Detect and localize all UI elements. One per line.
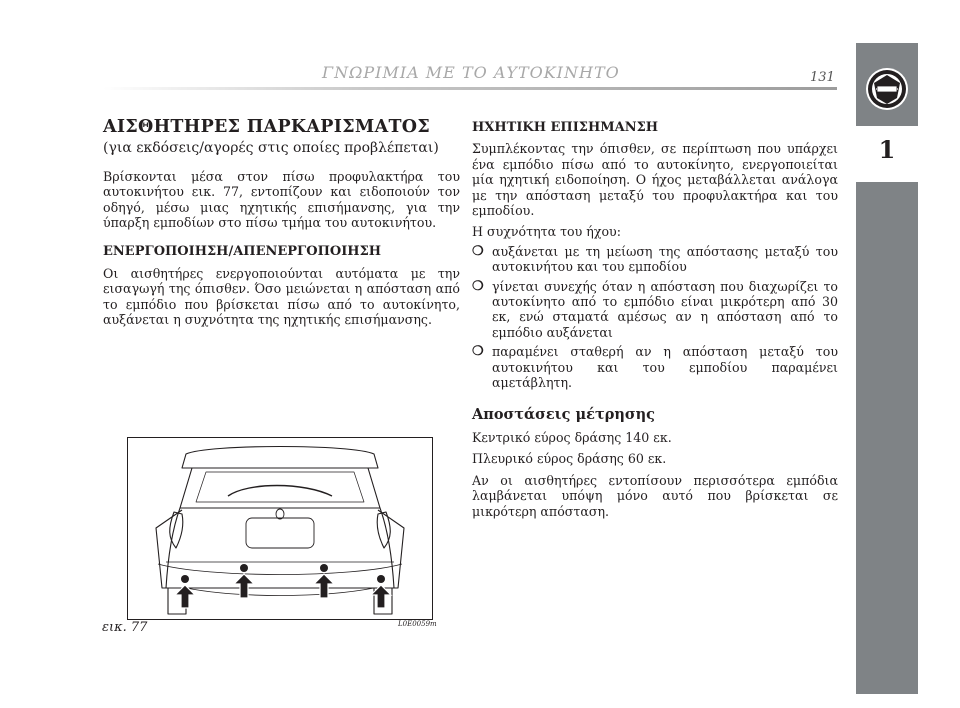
car-rear-illustration: [128, 438, 432, 619]
activation-paragraph: Οι αισθητήρες ενεργοποιούνται αυτόματα με την εισαγωγή της όπισθεν. Όσο μειώνεται η απόσταση από το εμπόδιο που βρίσκεται πίσω από το αυτοκίνητο, αυξάνεται η συχνότητα της ηχητικής επισήμανσης.: [103, 265, 460, 328]
main-heading: ΑΙΣΘΗΤΗΡΕΣ ΠΑΡΚΑΡΙΣΜΑΤΟΣ: [103, 117, 430, 137]
activation-heading: ΕΝΕΡΓΟΠΟΙΗΣΗ/ΑΠΕΝΕΡΓΟΠΟΙΗΣΗ: [103, 244, 382, 260]
chapter-number: 1: [878, 135, 896, 164]
bullet-text: παραμένει σταθερή αν η απόσταση μεταξύ του αυτοκινήτου και του εμποδίου παραμένει αμετάβλητη.: [492, 344, 838, 391]
left-column: [103, 117, 460, 341]
bullet-text: γίνεται συνεχής όταν η απόσταση που διαχωρίζει το αυτοκίνητο από το εμπόδιο είναι μικρότερη από 30 εκ, ενώ σταματά αμέσως αν η απόσταση από το εμπόδιο αυξάνεται: [492, 278, 838, 340]
intro-paragraph: Βρίσκονται μέσα στον πίσω προφυλακτήρα του αυτοκινήτου εικ. 77, εντοπίζουν και ειδοποιούν τον οδηγό, μέσω μιας ηχητικής επισήμανσης, για την ύπαρξη εμποδίων στο πίσω τμήμα του αυτοκινήτου.: [103, 168, 460, 231]
bullet-circle-icon: ❍: [472, 344, 484, 360]
multiple-obstacles-note: Αν οι αισθητήρες εντοπίσουν περισσότερα εμπόδια λαμβάνεται υπόψη μόνο αυτό που βρίσκεται σε μικρότερη απόσταση.: [472, 472, 838, 519]
bullet-circle-icon: ❍: [472, 243, 484, 259]
figure-code: L0E0059m: [398, 620, 437, 628]
bullet-circle-icon: ❍: [472, 278, 484, 294]
figure-rear-bumper-sensors: [127, 437, 433, 620]
availability-note: (για εκδόσεις/αγορές στις οποίες προβλέπεται): [103, 140, 439, 157]
measuring-distances-heading: Αποστάσεις μέτρησης: [472, 405, 655, 423]
bullet-item: [472, 279, 838, 341]
bullet-item: [472, 244, 838, 275]
acoustic-intro: Συμπλέκοντας την όπισθεν, σε περίπτωση που υπάρχει ένα εμπόδιο πίσω από το αυτοκίνητο, ενεργοποιείται μία ηχητική ειδοποίηση. Ο ήχος μεταβάλλεται ανάλογα με την απόσταση μεταξύ του προφυλακτήρα και του εμποδίου.: [472, 141, 838, 219]
acoustic-signal-heading: ΗΧΗΤΙΚΗ ΕΠΙΣΗΜΑΝΣΗ: [472, 120, 659, 135]
page-number: 131: [810, 70, 835, 85]
lancia-logo-icon: [864, 66, 910, 112]
bullet-item: [472, 344, 838, 390]
frequency-label: Η συχνότητα του ήχου:: [472, 224, 621, 240]
header-rule: [103, 87, 837, 90]
right-column: [472, 120, 838, 533]
figure-caption: εικ. 77: [102, 620, 148, 635]
lateral-range: Πλευρικό εύρος δράσης 60 εκ.: [472, 451, 667, 467]
bullet-text: αυξάνεται με τη μείωση της απόστασης μεταξύ του αυτοκινήτου και του εμποδίου: [492, 243, 838, 275]
running-header-title: ΓΝΩΡΙΜΙΑ ΜΕ ΤΟ ΑΥΤΟΚΙΝΗΤΟ: [322, 63, 620, 82]
central-range: Κεντρικό εύρος δράσης 140 εκ.: [472, 429, 672, 445]
